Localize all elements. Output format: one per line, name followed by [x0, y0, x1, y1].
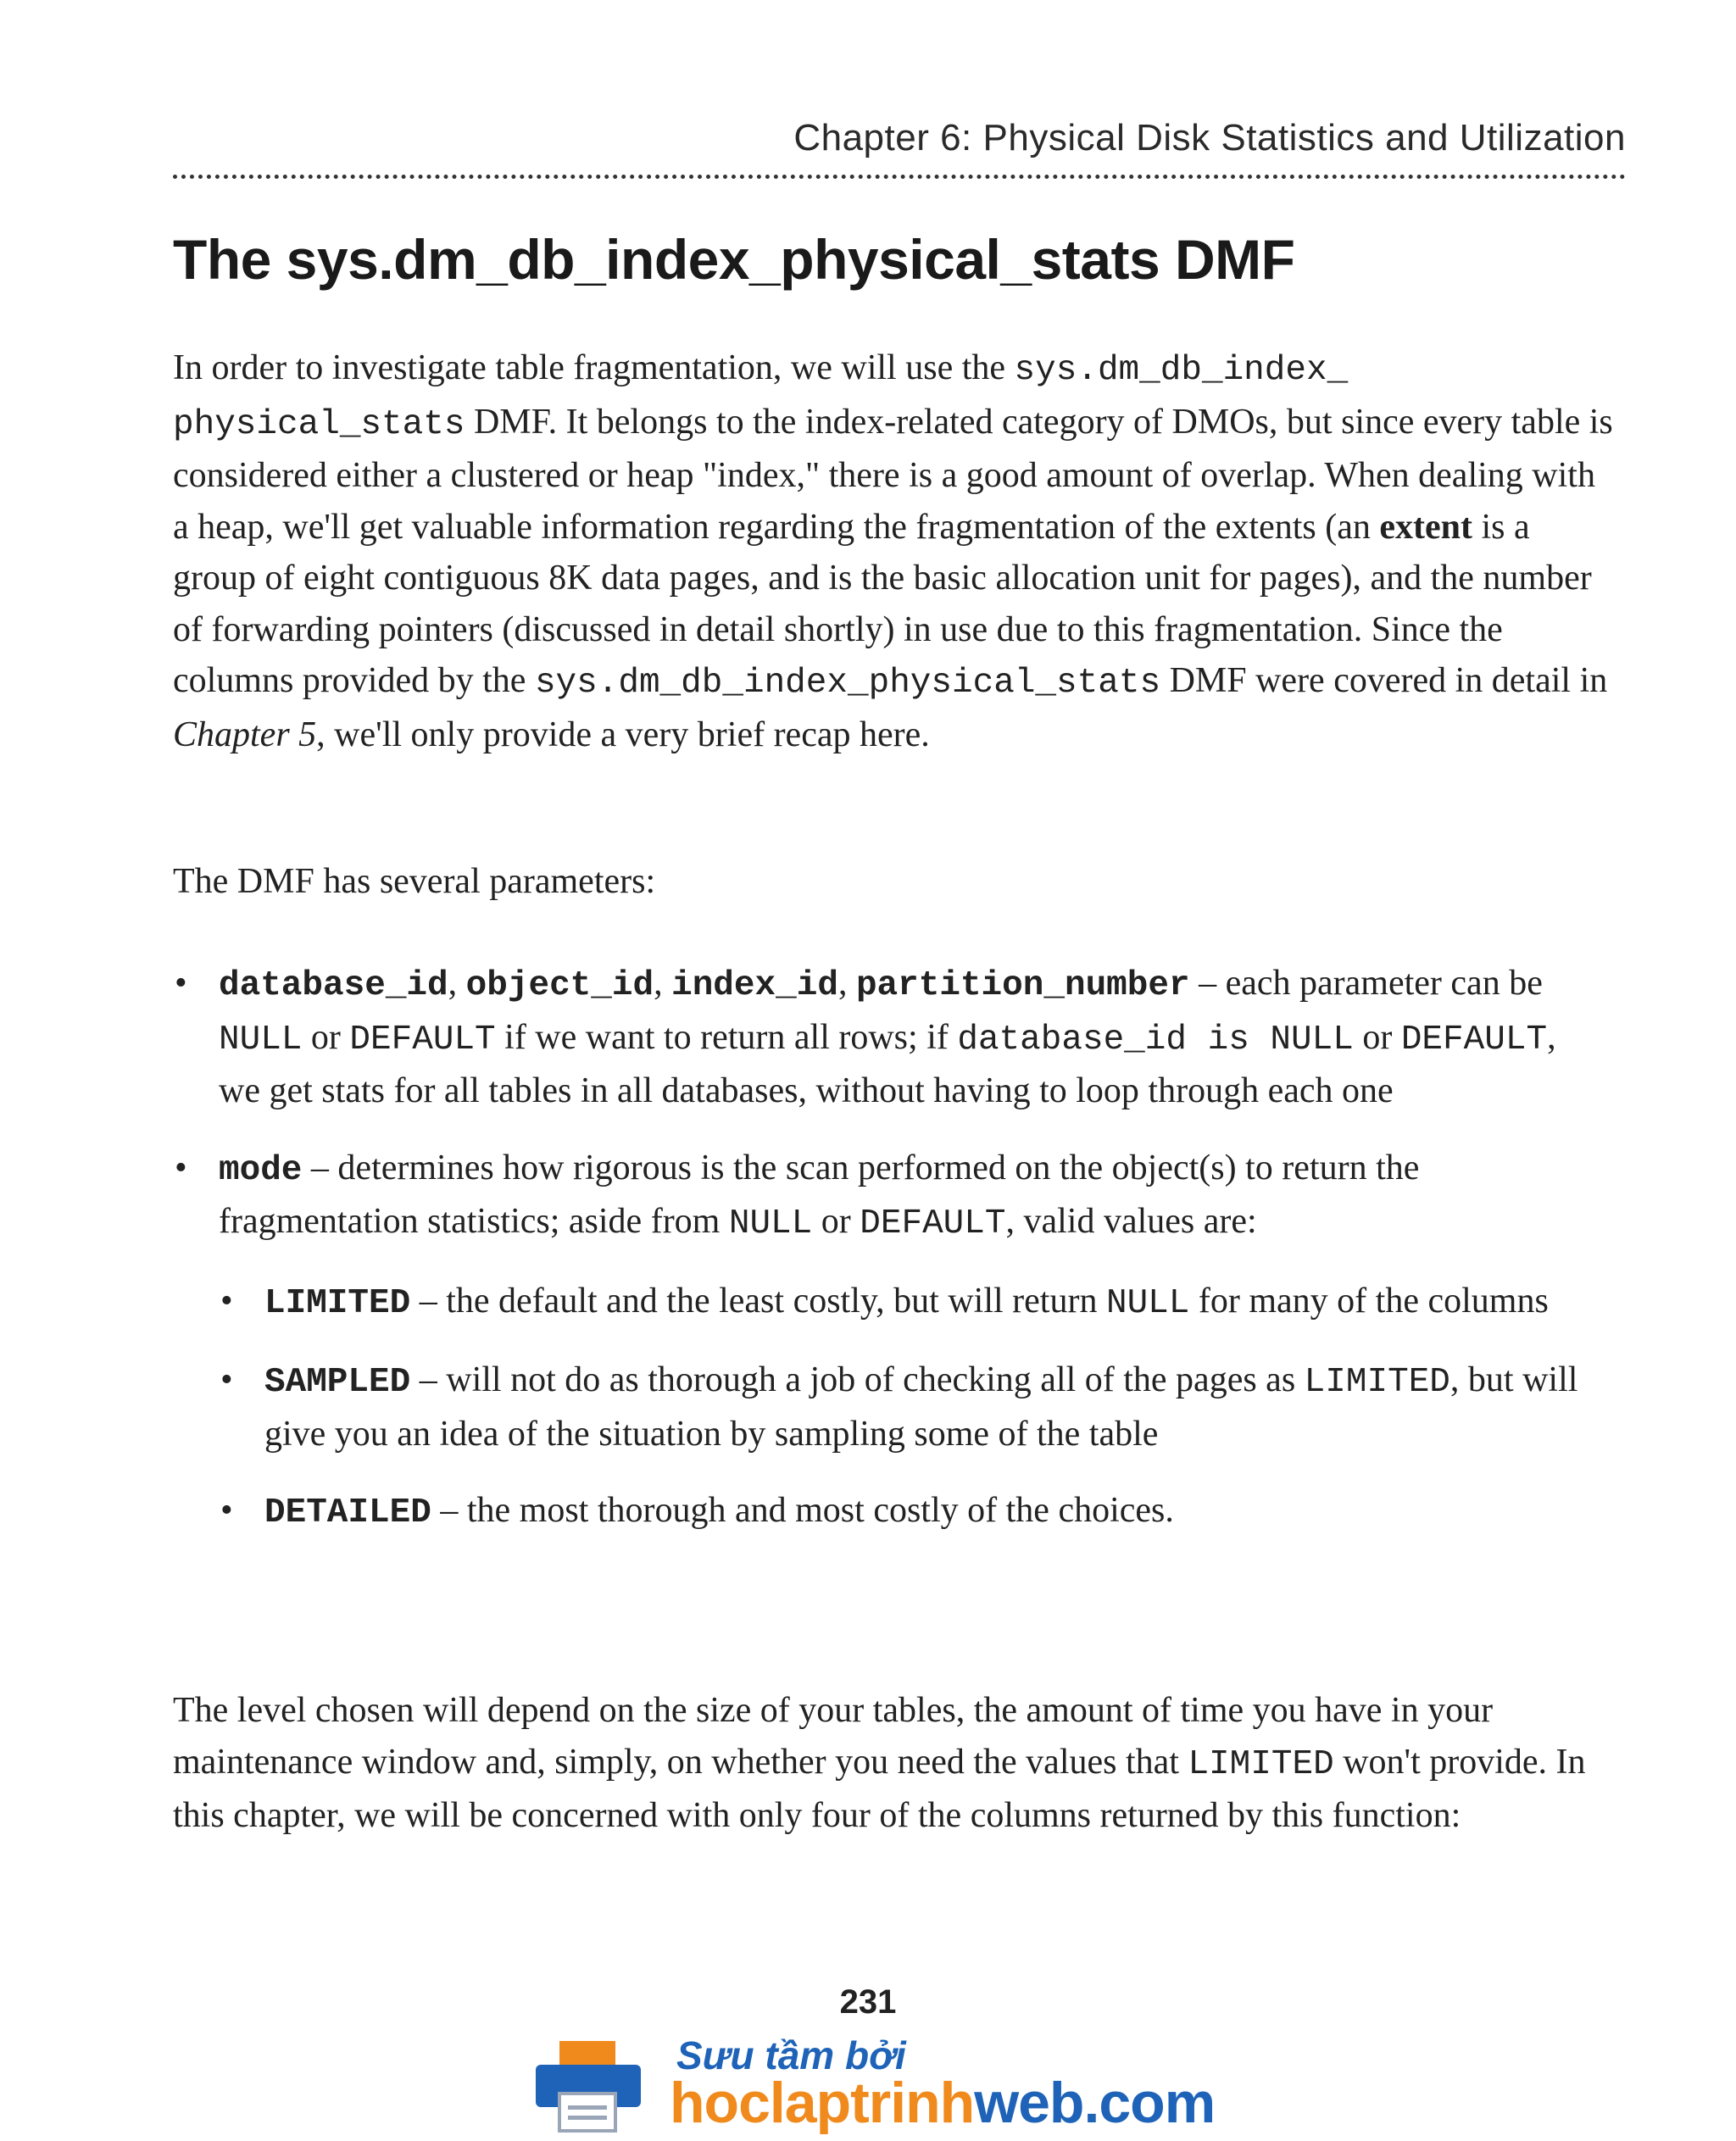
paragraph-parameters-intro: The DMF has several parameters: — [173, 862, 656, 901]
page-number: 231 — [839, 1983, 897, 2021]
printer-icon — [526, 2026, 653, 2141]
watermark-tagline: Sưu tầm bởi — [676, 2033, 906, 2077]
sub-item-limited: • LIMITED – the default and the least costly, but will return NULL for many of the columns — [219, 1276, 1597, 1330]
header-divider — [173, 175, 1626, 179]
paragraph-columns: The level chosen will depend on the size of your tables, the amount of time you have in your maintenance window and, simply, on whether you need the values that LIMITED won't provide. In this chapter, we will be concerned with only four of the columns returned by this function: — [173, 1691, 1586, 1835]
watermark-site: hoclaptrinhweb.com — [670, 2071, 1216, 2135]
section-heading: The sys.dm_db_index_physical_stats DMF — [173, 228, 1295, 291]
parameter-list — [173, 958, 1597, 1539]
running-head: Chapter 6: Physical Disk Statistics and Utilization — [793, 117, 1626, 158]
list-item-mode: • mode – determines how rigorous is the scan performed on the object(s) to return the fragmentation statistics; aside from NULL or DEFAULT, valid values are: • LIMITED – the default and the least costly, but will return NULL for many of the columns • SAMPLED – will not do as thorough a job of checking all of the pages as LIMITED, but will give you an idea of the situation by sampling some of the table • DETAILED – the most thorough and most costly of the choices. — [173, 1143, 1597, 1539]
sub-item-detailed: • DETAILED – the most thorough and most costly of the choices. — [219, 1485, 1597, 1539]
paragraph-intro: In order to investigate table fragmentation, we will use the sys.dm_db_index_ physical_stats DMF. It belongs to the index-related category of DMOs, but since every table is considered either a clustered or heap "index," there is a good amount of overlap. When dealing with a heap, we'll get valuable information regarding the fragmentation of the extents (an extent is a group of eight contiguous 8K data pages, and is the basic allocation unit for pages), and the number of forwarding pointers (discussed in detail shortly) in use due to this fragmentation. Since the columns provided by the sys.dm_db_index_physical_stats DMF were covered in detail in Chapter 5, we'll only provide a very brief recap here. — [173, 348, 1613, 754]
sub-item-sampled: • SAMPLED – will not do as thorough a job of checking all of the pages as LIMITED, but will give you an idea of the situation by sampling some of the table — [219, 1354, 1597, 1460]
list-item-parameters: • database_id, object_id, index_id, partition_number – each parameter can be NULL or DEFAULT if we want to return all rows; if database_id is NULL or DEFAULT, we get stats for all tables in all databases, without having to loop through each one — [173, 958, 1597, 1117]
watermark-logo — [526, 2026, 1221, 2141]
